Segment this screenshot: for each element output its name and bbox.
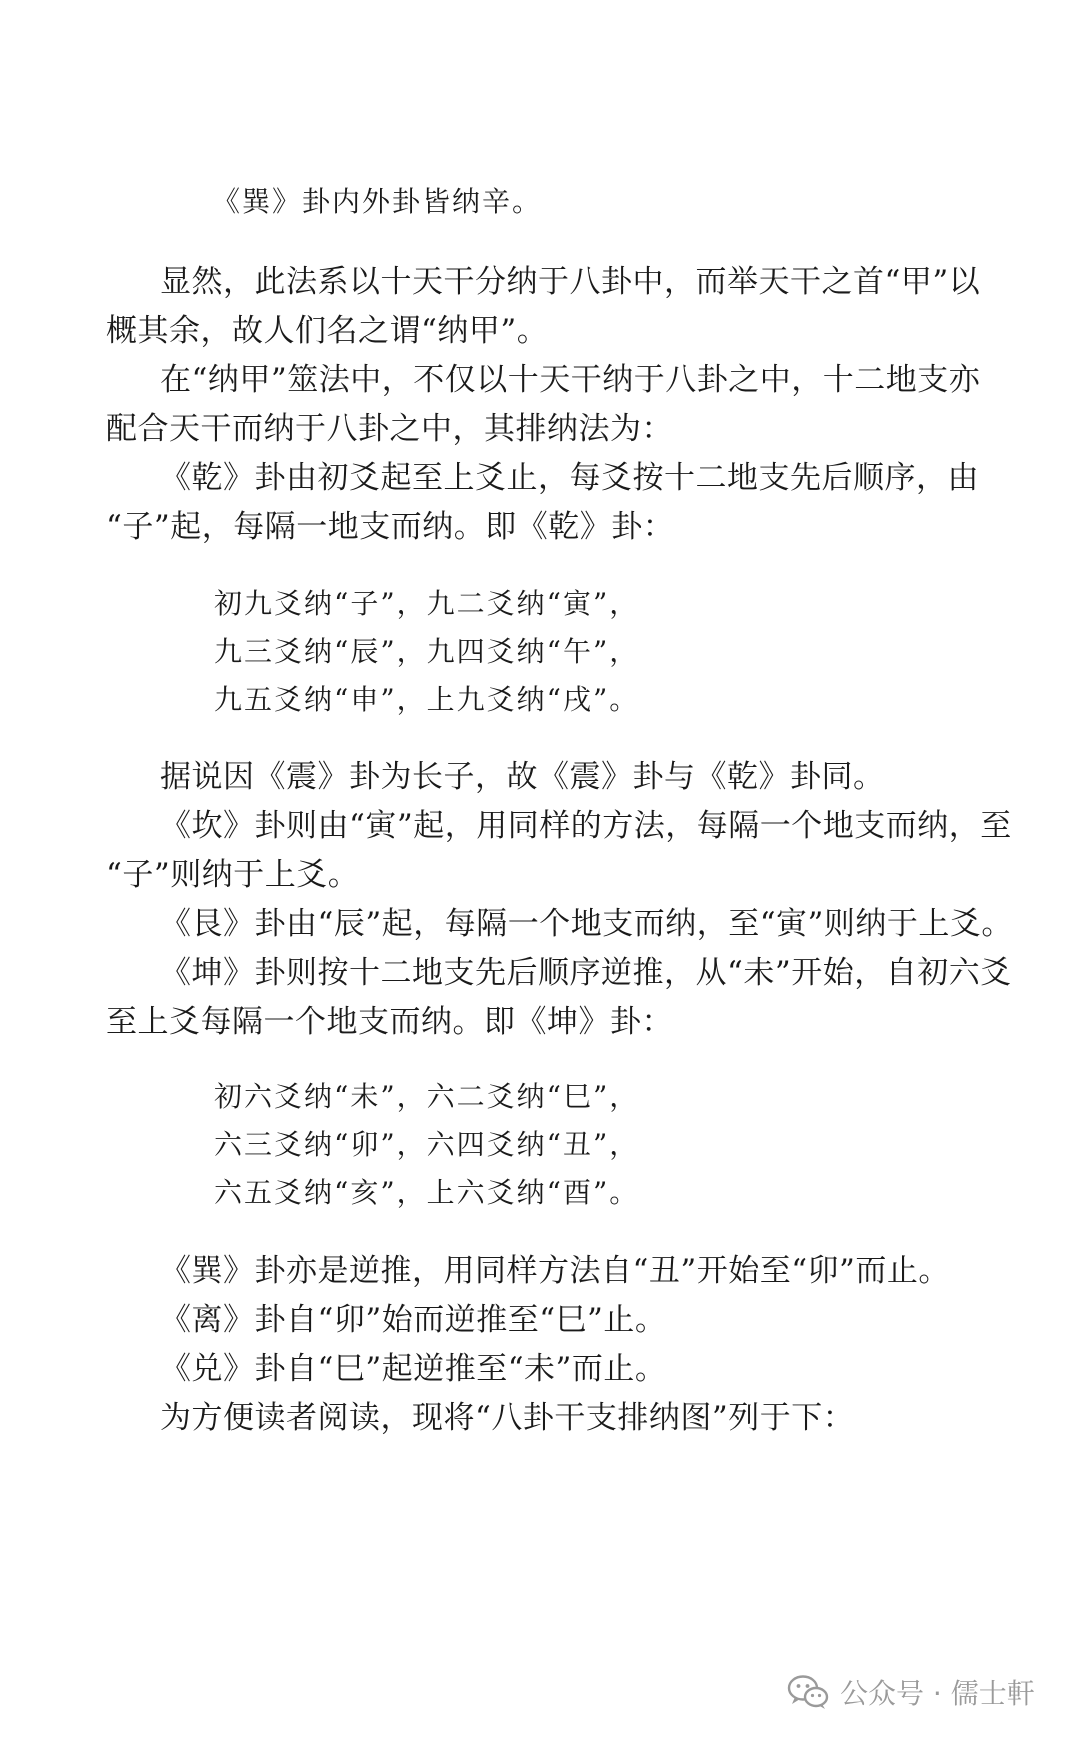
wechat-icon <box>786 1672 830 1712</box>
paragraph-line: 《兑》卦自“巳”起逆推至“未”而止。 <box>160 1351 667 1387</box>
watermark-text: 公众号 · 儒士軒 <box>840 1677 1035 1710</box>
yao-line: 初九爻纳“子”，九二爻纳“寅”， <box>214 587 640 620</box>
paragraph-line: 至上爻每隔一个地支而纳。即《坤》卦： <box>106 1004 673 1040</box>
paragraph-line: 《巽》卦内外卦皆纳辛。 <box>212 185 543 218</box>
paragraph-line: 据说因《震》卦为长子，故《震》卦与《乾》卦同。 <box>160 759 885 795</box>
yao-line: 九五爻纳“申”，上九爻纳“戌”。 <box>214 683 640 716</box>
paragraph-line: “子”则纳于上爻。 <box>106 857 360 893</box>
paragraph-line: 配合天干而纳于八卦之中，其排纳法为： <box>106 411 673 447</box>
yao-line: 六三爻纳“卯”，六四爻纳“丑”， <box>214 1128 640 1161</box>
paragraph-line: 《离》卦自“卯”始而逆推至“巳”止。 <box>160 1302 667 1338</box>
yao-line: 六五爻纳“亥”，上六爻纳“酉”。 <box>214 1176 640 1209</box>
watermark <box>786 1672 1035 1712</box>
paragraph-line: “子”起，每隔一地支而纳。即《乾》卦： <box>106 509 675 545</box>
paragraph-line: 为方便读者阅读，现将“八卦干支排纳图”列于下： <box>160 1400 855 1436</box>
paragraph-line: 《艮》卦由“辰”起，每隔一个地支而纳，至“寅”则纳于上爻。 <box>160 906 1013 942</box>
paragraph-line: 《巽》卦亦是逆推，用同样方法自“丑”开始至“卯”而止。 <box>160 1253 950 1289</box>
paragraph-line: 《坎》卦则由“寅”起，用同样的方法，每隔一个地支而纳，至 <box>160 808 1012 844</box>
paragraph-line: 显然，此法系以十天干分纳于八卦中，而举天干之首“甲”以 <box>160 264 981 300</box>
paragraph-line: 在“纳甲”筮法中，不仅以十天干纳于八卦之中，十二地支亦 <box>160 362 981 398</box>
yao-line: 初六爻纳“未”，六二爻纳“巳”， <box>214 1080 640 1113</box>
paragraph-line: 概其余，故人们名之谓“纳甲”。 <box>106 313 549 349</box>
yao-line: 九三爻纳“辰”，九四爻纳“午”， <box>214 635 640 668</box>
paragraph-line: 《坤》卦则按十二地支先后顺序逆推，从“未”开始，自初六爻 <box>160 955 1012 991</box>
paragraph-line: 《乾》卦由初爻起至上爻止，每爻按十二地支先后顺序，由 <box>160 460 979 496</box>
